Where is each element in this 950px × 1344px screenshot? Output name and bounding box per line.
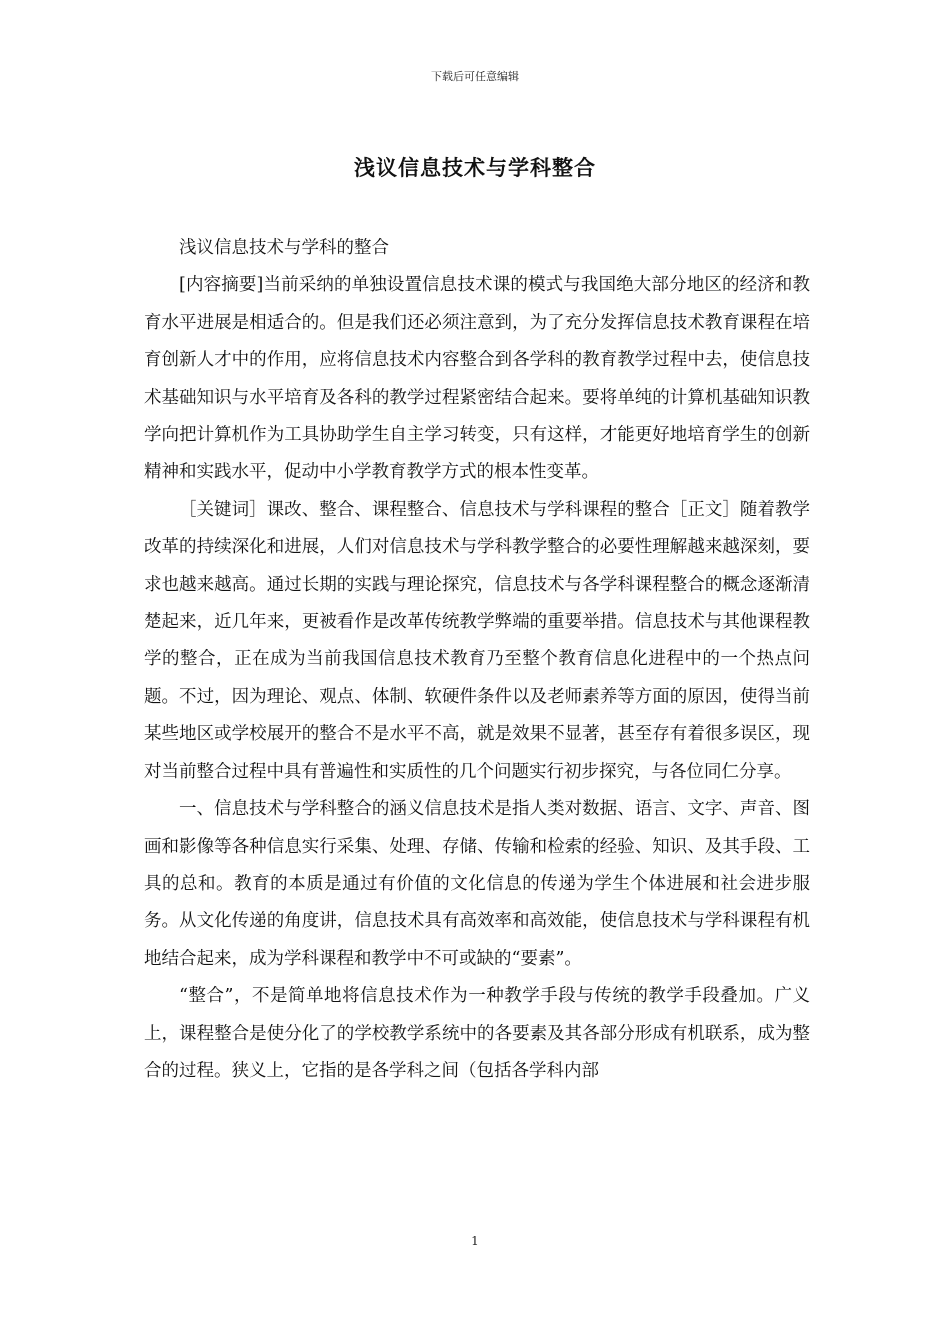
body-paragraph: 浅议信息技术与学科的整合 — [179, 238, 389, 258]
header-note: 下载后可任意编辑 — [431, 70, 519, 83]
body-paragraph: ［关键词］课改、整合、课程整合、信息技术与学科课程的整合［正文］随着教学改革的持续深化和进展，人们对信息技术与学科教学整合的必要性理解越来越深刻，要求也越来越高。通过长期的实践与理论探究，信息技术与各学科课程整合的概念逐渐清楚起来，近几年来，更被看作是改革传统教学弊端的重要举措。信息技术与其他课程教学的整合，正在成为当前我国信息技术教育乃至整个教育信息化进程中的一个热点问题。不过，因为理论、观点、体制、软硬件条件以及老师素养等方面的原因，使得当前某些地区或学校展开的整合不是水平不高，就是效果不显著，甚至存有着很多误区，现对当前整合过程中具有普遍性和实质性的几个问题实行初步探究，与各位同仁分享。 — [144, 499, 810, 782]
body-paragraph: “整合”，不是简单地将信息技术作为一种教学手段与传统的教学手段叠加。广义上，课程整合是使分化了的学校教学系统中的各要素及其各部分形成有机联系，成为整合的过程。狭义上，它指的是各学科之间（包括各学科内部 — [144, 986, 810, 1081]
body-paragraph: [内容摘要]当前采纳的单独设置信息技术课的模式与我国绝大部分地区的经济和教育水平进展是相适合的。但是我们还必须注意到，为了充分发挥信息技术教育课程在培育创新人才中的作用，应将信息技术内容整合到各学科的教育教学过程中去，使信息技术基础知识与水平培育及各科的教学过程紧密结合起来。要将单纯的计算机基础知识教学向把计算机作为工具协助学生自主学习转变，只有这样，才能更好地培育学生的创新精神和实践水平，促动中小学教育教学方式的根本性变革。 — [144, 275, 810, 483]
page-number: 1 — [471, 1234, 479, 1248]
document-title: 浅议信息技术与学科整合 — [354, 155, 596, 180]
body-paragraph: 一、信息技术与学科整合的涵义信息技术是指人类对数据、语言、文字、声音、图画和影像等各种信息实行采集、处理、存储、传输和检索的经验、知识、及其手段、工具的总和。教育的本质是通过有价值的文化信息的传递为学生个体进展和社会进步服务。从文化传递的角度讲，信息技术具有高效率和高效能，使信息技术与学科课程有机地结合起来，成为学科课程和教学中不可或缺的“要素”。 — [144, 799, 810, 969]
document-body — [144, 230, 810, 1090]
